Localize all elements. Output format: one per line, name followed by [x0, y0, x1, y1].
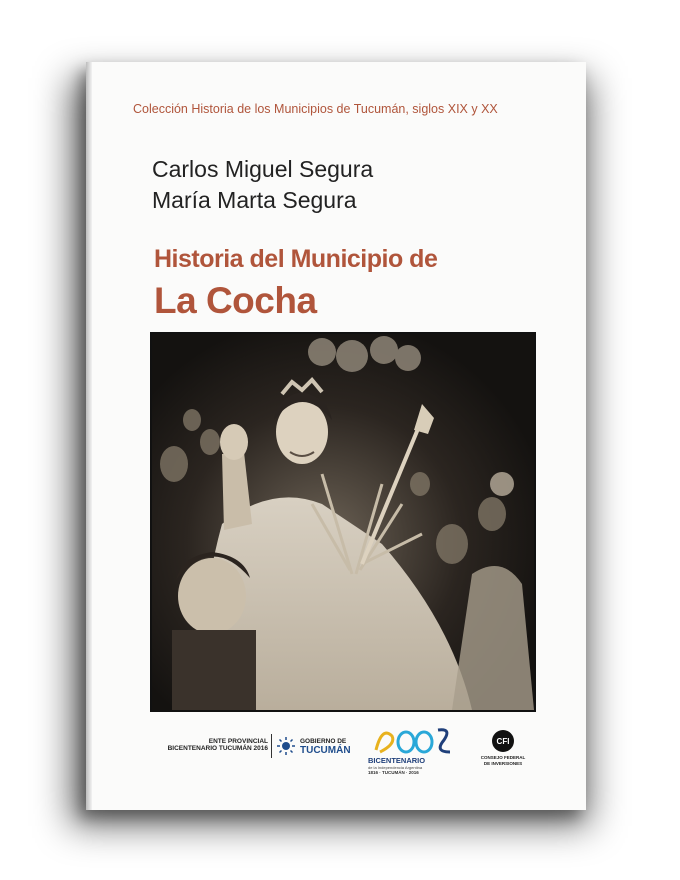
book-title-line1: Historia del Municipio de	[154, 245, 438, 273]
cfi-logo-icon: CFI	[492, 730, 514, 752]
book-cover	[86, 62, 586, 810]
sun-icon	[276, 736, 296, 756]
book-spine	[86, 62, 92, 810]
logo-cfi: CONSEJO FEDERAL DE INVERSIONES	[480, 755, 526, 766]
book-title-line2: La Cocha	[154, 280, 317, 321]
sponsor-logos	[150, 712, 532, 792]
author-1: Carlos Miguel Segura	[152, 156, 374, 182]
sepia-photo-illustration	[152, 334, 534, 710]
logo-gobierno-tucuman: GOBIERNO DE TUCUMÁN	[300, 738, 351, 756]
logo-bicentenario: BICENTENARIO de la Independencia Argentina 1816 · TUCUMÁN · 2016	[368, 756, 426, 775]
cover-photo	[150, 332, 536, 712]
authors	[152, 154, 373, 216]
logo-ente-provincial: ENTE PROVINCIAL BICENTENARIO TUCUMÁN 2016	[167, 738, 268, 752]
bicentenario-2016-logo-icon	[372, 722, 456, 758]
author-2: María Marta Segura	[152, 187, 357, 213]
logo-separator	[271, 734, 272, 758]
collection-title: Colección Historia de los Municipios de Tucumán, siglos XIX y XX	[133, 102, 498, 116]
